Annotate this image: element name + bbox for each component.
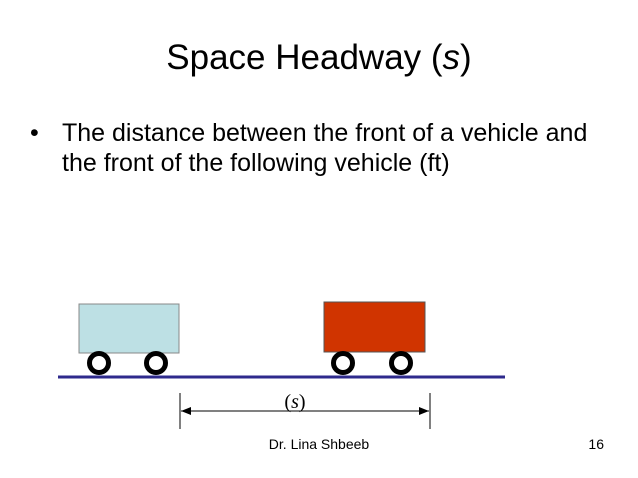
following-vehicle-body — [79, 304, 179, 353]
wheel-icon — [392, 354, 411, 373]
headway-label-open: ( — [284, 391, 292, 413]
title-close: ) — [460, 38, 472, 77]
wheel-icon — [334, 354, 353, 373]
title-symbol: s — [442, 38, 461, 77]
leading-vehicle-body — [324, 302, 425, 352]
wheel-icon — [90, 354, 109, 373]
headway-label-close: ) — [298, 391, 306, 413]
footer-author: Dr. Lina Shbeeb — [268, 436, 370, 452]
arrowhead-left-icon — [181, 407, 191, 415]
bullet-text: The distance between the front of a vehicle and the front of the following vehicle (ft) — [62, 119, 588, 177]
headway-label — [250, 390, 340, 414]
wheel-icon — [147, 354, 166, 373]
bullet-dot-icon: • — [30, 119, 39, 147]
page-number: 16 — [588, 436, 604, 452]
title-text: Space Headway ( — [166, 38, 443, 77]
headway-label-symbol: s — [291, 391, 299, 413]
arrowhead-right-icon — [419, 407, 429, 415]
